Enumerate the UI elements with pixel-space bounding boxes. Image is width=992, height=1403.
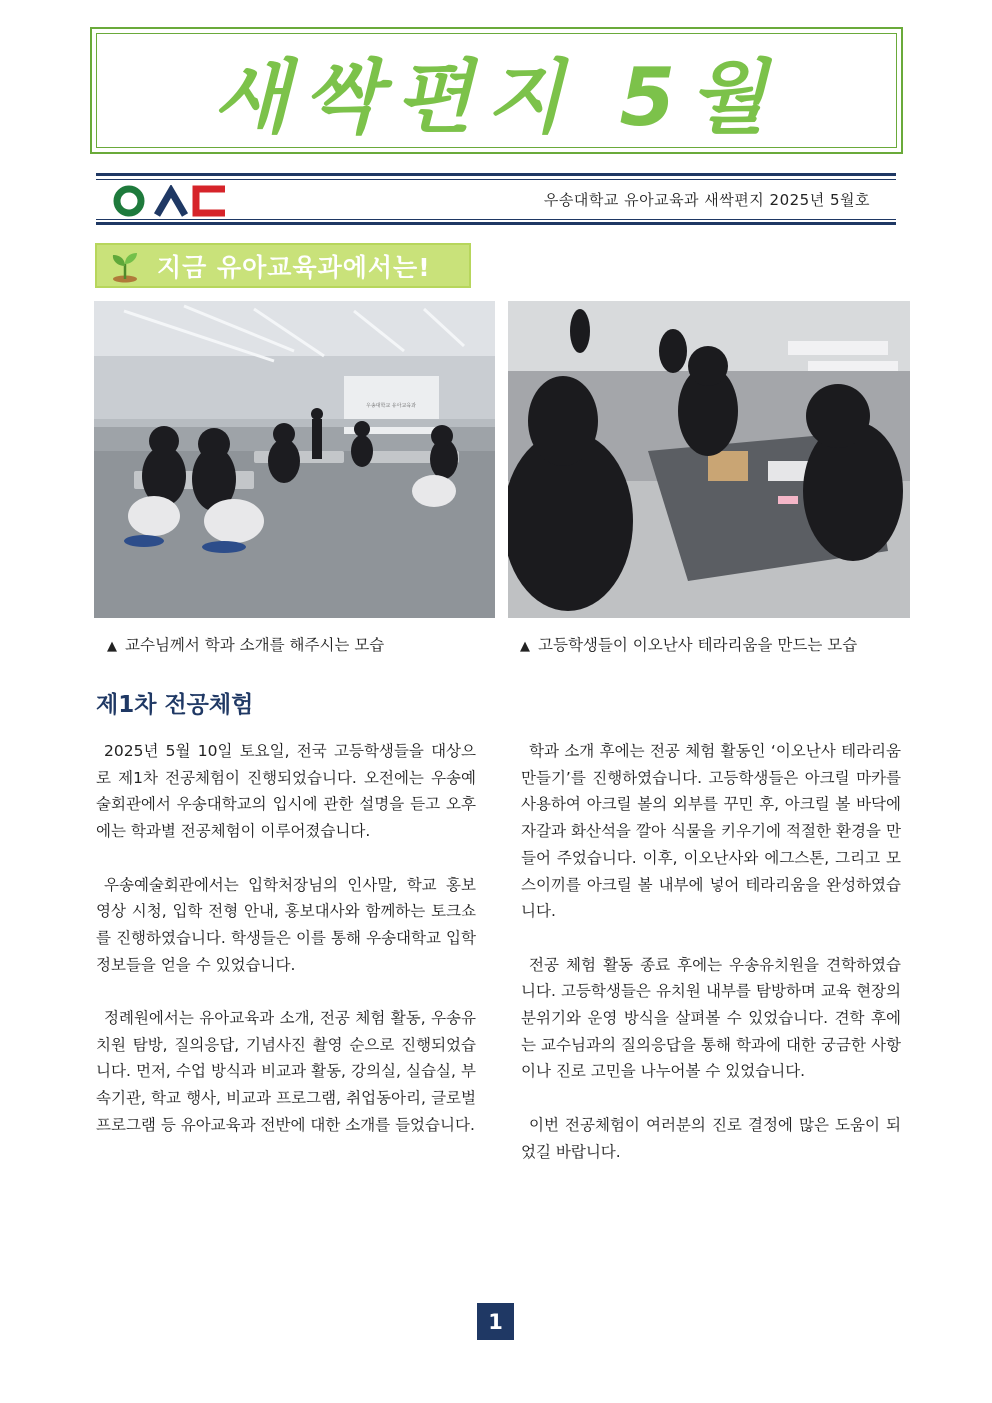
section-ribbon-label: 지금 유아교육과에서는! <box>157 252 431 282</box>
photo-terrarium-activity <box>508 301 910 618</box>
page-title: 새싹편지 5월 <box>212 51 781 144</box>
header-rule-top-thin <box>96 179 896 180</box>
article-paragraph: 학과 소개 후에는 전공 체험 활동인 ‘이오난사 테라리움 만들기’를 진행하였습니다. 고등학생들은 아크릴 마카를 사용하여 아크릴 볼의 외부를 꾸민 후, 아크릴 볼 바닥에 자갈과 화산석을 깔아 식물을 키우기에 적절한 환경을 만들어 주었습니다. 이후, 이오난사와 에그스톤, 그리고 모스이끼를 아크릴 볼 내부에 넣어 테라리움을 완성하였습니다. <box>521 742 901 921</box>
photo-caption-2 <box>520 633 857 655</box>
sprout-icon <box>107 248 143 284</box>
newsletter-info: 우송대학교 유아교육과 새싹편지 2025년 5월호 <box>543 191 870 209</box>
photo-caption-2-text: 고등학생들이 이오난사 테라리움을 만드는 모습 <box>538 636 858 654</box>
triangle-marker-icon: ▲ <box>520 639 530 654</box>
header-rule-bottom-thin <box>96 219 896 220</box>
article-left-column <box>96 738 476 1165</box>
university-logo <box>113 185 228 217</box>
photo-department-introduction <box>94 301 495 618</box>
photo-caption-1 <box>107 633 384 655</box>
slide-text: 우송대학교 유아교육과 <box>366 403 416 409</box>
title-banner <box>90 27 903 154</box>
page-number: 1 <box>477 1303 514 1340</box>
article-paragraph: 우송예술회관에서는 입학처장님의 인사말, 학교 홍보 영상 시청, 입학 전형 안내, 홍보대사와 함께하는 토크쇼를 진행하였습니다. 학생들은 이를 통해 우송대학교 입학 정보들을 얻을 수 있었습니다. <box>96 875 476 974</box>
article-paragraph: 정례원에서는 유아교육과 소개, 전공 체험 활동, 우송유치원 탐방, 질의응답, 기념사진 촬영 순으로 진행되었습니다. 먼저, 수업 방식과 비교과 활동, 강의실, 실습실, 부속기관, 학교 행사, 비교과 프로그램, 취업동아리, 글로벌 프로그램 등 유아교육과 전반에 대한 소개를 들었습니다. <box>96 1009 476 1134</box>
header-rule-bottom <box>96 222 896 225</box>
section-ribbon <box>95 243 471 288</box>
header-rule-top <box>96 173 896 176</box>
article-paragraph: 이번 전공체험이 여러분의 진로 결정에 많은 도움이 되었길 바랍니다. <box>521 1115 901 1161</box>
article-paragraph: 2025년 5월 10일 토요일, 전국 고등학생들을 대상으로 제1차 전공체험이 진행되었습니다. 오전에는 우송예술회관에서 우송대학교의 입시에 관한 설명을 듣고 오후에는 학과별 전공체험이 이루어졌습니다. <box>96 742 476 841</box>
article-heading: 제1차 전공체험 <box>96 692 254 718</box>
article-paragraph: 전공 체험 활동 종료 후에는 우송유치원을 견학하였습니다. 고등학생들은 유치원 내부를 탐방하며 교육 현장의 분위기와 운영 방식을 살펴볼 수 있었습니다. 견학 후에는 교수님과의 질의응답을 통해 학과에 대한 궁금한 사항이나 진로 고민을 나누어볼 수 있었습니다. <box>521 955 901 1081</box>
triangle-marker-icon: ▲ <box>107 639 117 654</box>
photo-caption-1-text: 교수님께서 학과 소개를 해주시는 모습 <box>125 636 385 654</box>
article-right-column <box>521 738 901 1192</box>
